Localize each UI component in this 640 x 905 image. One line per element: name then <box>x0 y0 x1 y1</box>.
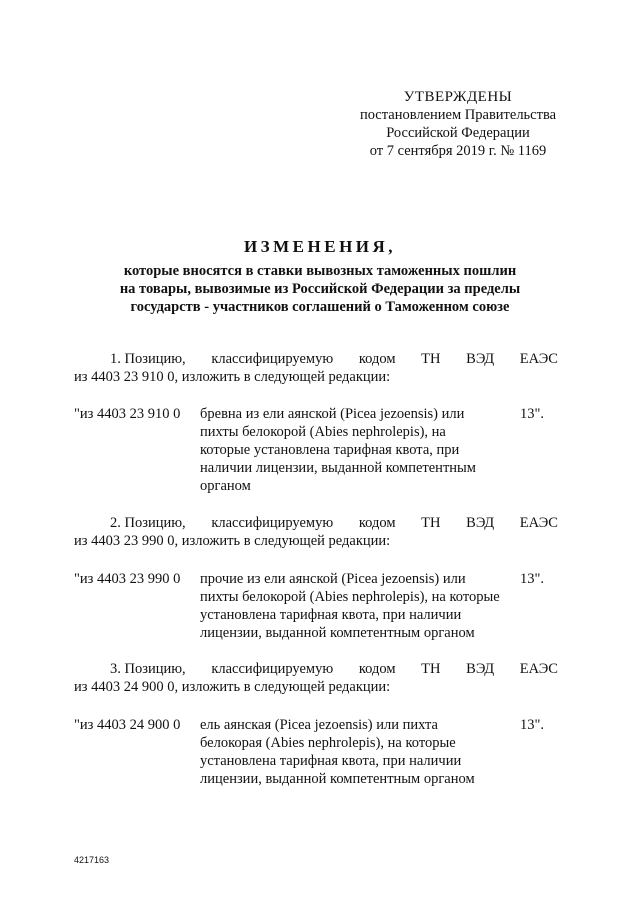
item-3-word: кодом <box>358 661 396 677</box>
item-3-code: "из 4403 24 900 0 <box>74 717 181 733</box>
heading-sub-1: которые вносятся в ставки вывозных таможенных пошлин <box>123 263 517 279</box>
item-2-code: "из 4403 23 990 0 <box>74 571 181 587</box>
item-1-line-2: из 4403 23 910 0, изложить в следующей редакции: <box>74 369 391 385</box>
approval-block <box>340 88 576 160</box>
item-1-word: 1. Позицию, <box>110 351 186 367</box>
item-3-paragraph <box>74 660 558 696</box>
item-1-line-1 <box>74 350 558 368</box>
document-heading <box>60 238 580 316</box>
item-2-word: ЕАЭС <box>519 515 558 531</box>
item-3-rate: 13". <box>520 717 545 733</box>
item-2-rate: 13". <box>520 571 545 587</box>
item-3-word: ТН <box>421 661 441 677</box>
item-1-paragraph <box>74 350 558 386</box>
item-2-description: прочие из ели аянской (Picea jezoensis) или пихты белокорой (Abies nephrolepis), на которые установлена тарифная квота, при наличии лицензии, выданной компетентным органом <box>200 571 500 641</box>
approval-title: УТВЕРЖДЕНЫ <box>403 89 513 105</box>
item-3-word: ВЭД <box>466 661 495 677</box>
approval-line-2: Российской Федерации <box>386 125 530 141</box>
item-1-rate: 13". <box>520 406 545 422</box>
item-1-word: ВЭД <box>466 351 495 367</box>
item-2-line-1 <box>74 514 558 532</box>
approval-line-1: постановлением Правительства <box>359 107 557 123</box>
item-3-word: 3. Позицию, <box>110 661 186 677</box>
item-1-word: ТН <box>421 351 441 367</box>
item-1-word: кодом <box>358 351 396 367</box>
heading-sub-2: на товары, вывозимые из Российской Федерации за пределы <box>119 281 521 297</box>
item-3-word: классифицируемую <box>211 661 334 677</box>
item-2-word: классифицируемую <box>211 515 334 531</box>
item-1-word: классифицируемую <box>211 351 334 367</box>
item-1-code: "из 4403 23 910 0 <box>74 406 181 422</box>
item-2-word: ВЭД <box>466 515 495 531</box>
item-3-description: ель аянская (Picea jezoensis) или пихта белокорая (Abies nephrolepis), на которые установлена тарифная квота, при наличии лицензии, выданной компетентным органом <box>200 717 475 787</box>
document-id: 4217163 <box>74 855 110 865</box>
item-2-word: ТН <box>421 515 441 531</box>
item-1-word: ЕАЭС <box>519 351 558 367</box>
item-2-line-2: из 4403 23 990 0, изложить в следующей редакции: <box>74 533 391 549</box>
item-2-word: кодом <box>358 515 396 531</box>
item-2-word: 2. Позицию, <box>110 515 186 531</box>
item-3-line-2: из 4403 24 900 0, изложить в следующей редакции: <box>74 679 391 695</box>
item-3-word: ЕАЭС <box>519 661 558 677</box>
item-3-line-1 <box>74 660 558 678</box>
heading-main: ИЗМЕНЕНИЯ, <box>243 237 397 256</box>
approval-line-3: от 7 сентября 2019 г. № 1169 <box>369 143 547 159</box>
item-2-paragraph <box>74 514 558 550</box>
item-1-description: бревна из ели аянской (Picea jezoensis) или пихты белокорой (Abies nephrolepis), на которые установлена тарифная квота, при наличии лицензии, выданной компетентным органом <box>200 406 476 494</box>
heading-sub-3: государств - участников соглашений о Таможенном союзе <box>130 299 510 315</box>
